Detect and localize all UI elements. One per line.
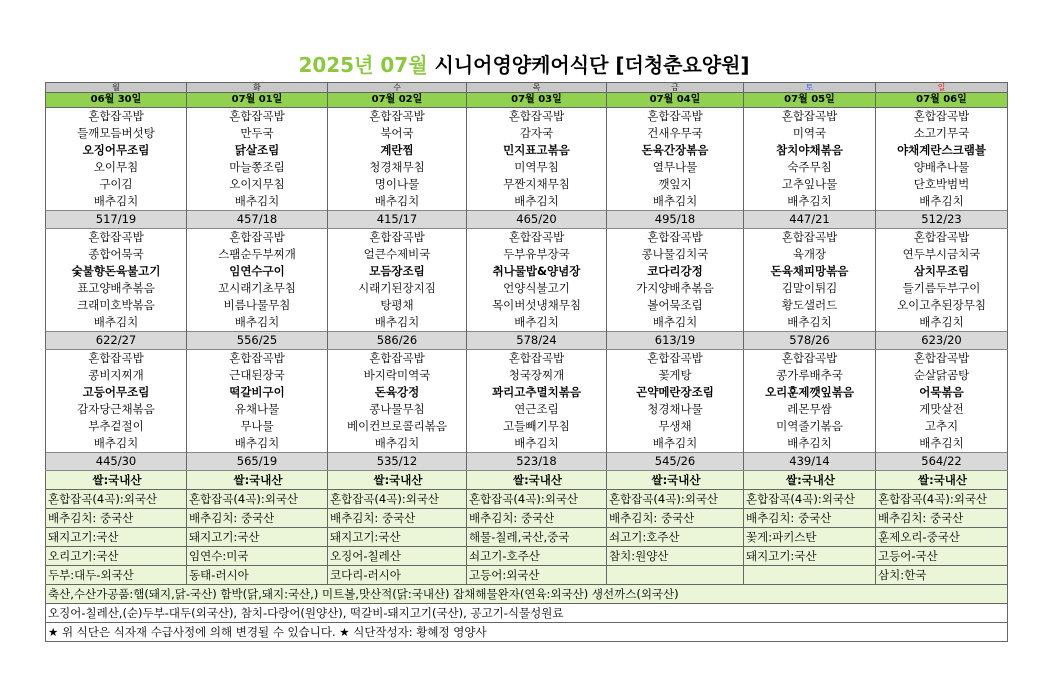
menu-item: 꼬시래기초무침	[187, 280, 328, 297]
menu-item: 돈육강정	[328, 384, 467, 401]
weekday-header: 화	[187, 83, 328, 93]
menu-item: 무나물	[187, 418, 328, 435]
origin-label: 코다리-러시아	[328, 566, 467, 585]
menu-item: 크래미호박볶음	[46, 297, 187, 314]
meal-row	[46, 263, 1008, 280]
menu-item: 깻잎지	[607, 176, 744, 193]
calorie-protein: 445/30	[46, 453, 187, 471]
origin-row	[46, 471, 1008, 490]
note-text: ★ 위 식단은 식자재 수급사정에 의해 변경될 수 있습니다. ★ 식단작성자: 황혜정 영양사	[46, 623, 1008, 642]
origin-label: 삼치:한국	[876, 566, 1008, 585]
menu-item: 만두국	[187, 125, 328, 142]
menu-item: 오이지무침	[187, 176, 328, 193]
menu-item: 들깨모듬버섯탕	[46, 125, 187, 142]
origin-label: 돼지고기:국산	[328, 528, 467, 547]
menu-item: 혼합잡곡밥	[46, 350, 187, 368]
origin-label: 쌀:국내산	[328, 471, 467, 490]
menu-item: 떡갈비구이	[187, 384, 328, 401]
menu-item: 야채계란스크램블	[876, 142, 1008, 159]
menu-item: 오이무침	[46, 159, 187, 176]
menu-item: 배추김치	[744, 314, 876, 332]
meal-row	[46, 367, 1008, 384]
menu-item: 돈육채피망볶음	[744, 263, 876, 280]
menu-item: 부추겉절이	[46, 418, 187, 435]
meal-row	[46, 125, 1008, 142]
menu-item: 혼합잡곡밥	[467, 350, 607, 368]
menu-item: 배추김치	[187, 193, 328, 211]
menu-item: 혼합잡곡밥	[744, 350, 876, 368]
calorie-protein: 495/18	[607, 211, 744, 229]
menu-item: 표고양배추볶음	[46, 280, 187, 297]
menu-item: 얼큰수제비국	[328, 246, 467, 263]
origin-row	[46, 528, 1008, 547]
menu-item: 고추지	[876, 418, 1008, 435]
menu-item: 배추김치	[46, 314, 187, 332]
menu-item: 열무나물	[607, 159, 744, 176]
menu-item: 목이버섯냉채무침	[467, 297, 607, 314]
menu-item: 유채나물	[187, 401, 328, 418]
menu-item: 배추김치	[744, 435, 876, 453]
menu-item: 혼합잡곡밥	[876, 229, 1008, 247]
menu-item: 오이고추된장무침	[876, 297, 1008, 314]
origin-row	[46, 509, 1008, 528]
menu-item: 감자국	[467, 125, 607, 142]
note-row	[46, 585, 1008, 604]
menu-item: 무짠지채무침	[467, 176, 607, 193]
note-text: 오징어-칠레산,(순)두부-대두(외국산), 참치-다랑어(원양산), 떡갈비-돼지고기(국산), 공고기-식물성원료	[46, 604, 1008, 623]
origin-row	[46, 547, 1008, 566]
calorie-protein: 457/18	[187, 211, 328, 229]
origin-label: 임연수:미국	[187, 547, 328, 566]
menu-item: 연두부시금치국	[876, 246, 1008, 263]
meal-row	[46, 435, 1008, 453]
origin-label: 고등어-국산	[876, 547, 1008, 566]
date-header: 07월 03일	[467, 93, 607, 108]
calorie-protein: 439/14	[744, 453, 876, 471]
calorie-row	[46, 332, 1008, 350]
menu-item: 배추김치	[46, 435, 187, 453]
origin-row	[46, 490, 1008, 509]
menu-item: 삼치무조림	[876, 263, 1008, 280]
menu-item: 두부유부장국	[467, 246, 607, 263]
menu-item: 곤약메란장조림	[607, 384, 744, 401]
meal-row	[46, 350, 1008, 368]
menu-item: 숙주무침	[744, 159, 876, 176]
meal-row	[46, 142, 1008, 159]
calorie-protein: 613/19	[607, 332, 744, 350]
calorie-row	[46, 211, 1008, 229]
meal-row	[46, 229, 1008, 247]
menu-item: 혼합잡곡밥	[328, 229, 467, 247]
menu-item: 연근조림	[467, 401, 607, 418]
menu-item: 게맛살전	[876, 401, 1008, 418]
menu-item: 혼합잡곡밥	[876, 108, 1008, 126]
date-header: 07월 02일	[328, 93, 467, 108]
origin-label: 혼합잡곡(4곡):외국산	[187, 490, 328, 509]
menu-item: 청국장찌개	[467, 367, 607, 384]
menu-item: 혼합잡곡밥	[607, 108, 744, 126]
menu-item: 청경채무침	[328, 159, 467, 176]
meal-row	[46, 246, 1008, 263]
origin-label	[744, 566, 876, 585]
menu-item: 배추김치	[607, 314, 744, 332]
origin-label: 혼합잡곡(4곡):외국산	[328, 490, 467, 509]
meal-row	[46, 193, 1008, 211]
weekday-header: 일	[876, 83, 1008, 93]
menu-title	[0, 50, 1048, 80]
origin-label: 돼지고기:국산	[187, 528, 328, 547]
origin-label: 혼합잡곡(4곡):외국산	[467, 490, 607, 509]
origin-label: 고등어:외국산	[467, 566, 607, 585]
date-header: 07월 04일	[607, 93, 744, 108]
menu-item: 황도샐러드	[744, 297, 876, 314]
origin-label: 두부:대두-외국산	[46, 566, 187, 585]
calorie-protein: 564/22	[876, 453, 1008, 471]
origin-label: 배추김치: 중국산	[467, 509, 607, 528]
origin-label: 쌀:국내산	[467, 471, 607, 490]
menu-item: 숯불향돈육불고기	[46, 263, 187, 280]
note-text: 축산,수산가공품:햄(돼지,닭-국산) 함박(닭,돼지:국산,) 미트볼,맛산적(닭:국내산) 잡채해물완자(연육:외국산) 생선까스(외국산)	[46, 585, 1008, 604]
menu-item: 배추김치	[467, 314, 607, 332]
menu-item: 미역줄기볶음	[744, 418, 876, 435]
origin-label: 배추김치: 중국산	[46, 509, 187, 528]
calorie-protein: 623/20	[876, 332, 1008, 350]
menu-item: 어묵볶음	[876, 384, 1008, 401]
menu-item: 돈육간장볶음	[607, 142, 744, 159]
origin-label: 참치:원양산	[607, 547, 744, 566]
menu-item: 미역무침	[467, 159, 607, 176]
meal-row	[46, 384, 1008, 401]
menu-item: 오리훈제깻잎볶음	[744, 384, 876, 401]
calorie-protein: 586/26	[328, 332, 467, 350]
menu-item: 볼어묵조림	[607, 297, 744, 314]
menu-item: 취나물밥&양념장	[467, 263, 607, 280]
date-header: 07월 06일	[876, 93, 1008, 108]
origin-label: 혼합잡곡(4곡):외국산	[46, 490, 187, 509]
menu-item: 고등어무조림	[46, 384, 187, 401]
origin-label: 꽃게:파키스탄	[744, 528, 876, 547]
menu-item: 배추김치	[744, 193, 876, 211]
origin-label: 오리고기:국산	[46, 547, 187, 566]
menu-item: 혼합잡곡밥	[467, 229, 607, 247]
menu-item: 콩나물무침	[328, 401, 467, 418]
calorie-protein: 565/19	[187, 453, 328, 471]
calorie-row	[46, 453, 1008, 471]
calorie-protein: 465/20	[467, 211, 607, 229]
meal-row	[46, 280, 1008, 297]
menu-item: 육개장	[744, 246, 876, 263]
menu-item: 혼합잡곡밥	[607, 350, 744, 368]
origin-label: 쌀:국내산	[187, 471, 328, 490]
origin-label: 혼합잡곡(4곡):외국산	[744, 490, 876, 509]
menu-item: 소고기무국	[876, 125, 1008, 142]
meal-row	[46, 418, 1008, 435]
date-header: 06월 30일	[46, 93, 187, 108]
menu-item: 오징어무조림	[46, 142, 187, 159]
menu-item: 배추김치	[876, 193, 1008, 211]
calorie-protein: 535/12	[328, 453, 467, 471]
origin-label: 돼지고기:국산	[744, 547, 876, 566]
date-row	[46, 93, 1008, 108]
calorie-protein: 556/25	[187, 332, 328, 350]
menu-item: 혼합잡곡밥	[187, 350, 328, 368]
menu-item: 참치야채볶음	[744, 142, 876, 159]
origin-label: 훈제오리-중국산	[876, 528, 1008, 547]
calorie-protein: 415/17	[328, 211, 467, 229]
menu-item: 레몬무쌈	[744, 401, 876, 418]
origin-label: 혼합잡곡(4곡):외국산	[607, 490, 744, 509]
menu-item: 민지표고볶음	[467, 142, 607, 159]
calorie-protein: 512/23	[876, 211, 1008, 229]
weekday-header: 목	[467, 83, 607, 93]
origin-label: 배추김치: 중국산	[744, 509, 876, 528]
note-row	[46, 623, 1008, 642]
menu-item: 혼합잡곡밥	[467, 108, 607, 126]
menu-item: 배추김치	[46, 193, 187, 211]
meal-row	[46, 108, 1008, 126]
menu-item: 청경채나물	[607, 401, 744, 418]
menu-item: 임연수구이	[187, 263, 328, 280]
menu-item: 혼합잡곡밥	[744, 108, 876, 126]
menu-item: 혼합잡곡밥	[744, 229, 876, 247]
menu-item: 배추김치	[328, 435, 467, 453]
menu-item: 배추김치	[467, 193, 607, 211]
origin-label: 오징어-칠레산	[328, 547, 467, 566]
menu-item: 콩비지찌개	[46, 367, 187, 384]
menu-item: 모듬장조림	[328, 263, 467, 280]
menu-item: 배추김치	[467, 435, 607, 453]
origin-label: 쇠고기-호주산	[467, 547, 607, 566]
menu-item: 북어국	[328, 125, 467, 142]
menu-item: 혼합잡곡밥	[328, 350, 467, 368]
note-row	[46, 604, 1008, 623]
menu-item: 건새우무국	[607, 125, 744, 142]
menu-item: 배추김치	[187, 314, 328, 332]
origin-label: 배추김치: 중국산	[876, 509, 1008, 528]
origin-label: 배추김치: 중국산	[187, 509, 328, 528]
menu-item: 혼합잡곡밥	[46, 108, 187, 126]
origin-label: 배추김치: 중국산	[607, 509, 744, 528]
title-text: 시니어영양케어식단 [더청춘요양원]	[434, 53, 750, 77]
calorie-protein: 622/27	[46, 332, 187, 350]
menu-item: 고추잎나물	[744, 176, 876, 193]
menu-item: 가지양배추볶음	[607, 280, 744, 297]
origin-row	[46, 566, 1008, 585]
menu-item: 배추김치	[876, 435, 1008, 453]
menu-item: 종합어묵국	[46, 246, 187, 263]
origin-label: 동태-러시아	[187, 566, 328, 585]
origin-label: 쇠고기:호주산	[607, 528, 744, 547]
menu-item: 꽃게탕	[607, 367, 744, 384]
menu-item: 혼합잡곡밥	[328, 108, 467, 126]
calorie-protein: 523/18	[467, 453, 607, 471]
menu-item: 순살닭곰탕	[876, 367, 1008, 384]
weekday-row	[46, 83, 1008, 93]
menu-item: 마늘쫑조림	[187, 159, 328, 176]
menu-item: 베이컨브로콜리볶음	[328, 418, 467, 435]
menu-item: 고들빼기무침	[467, 418, 607, 435]
origin-label: 돼지고기:국산	[46, 528, 187, 547]
menu-item: 배추김치	[876, 314, 1008, 332]
weekday-header: 토	[744, 83, 876, 93]
menu-item: 근대된장국	[187, 367, 328, 384]
origin-label: 혼합잡곡(4곡):외국산	[876, 490, 1008, 509]
menu-item: 무생채	[607, 418, 744, 435]
menu-item: 배추김치	[187, 435, 328, 453]
calorie-protein: 578/24	[467, 332, 607, 350]
menu-item: 코다리강정	[607, 263, 744, 280]
menu-item: 혼합잡곡밥	[187, 108, 328, 126]
menu-item: 구이김	[46, 176, 187, 193]
menu-item: 감자당근채볶음	[46, 401, 187, 418]
origin-label: 쌀:국내산	[607, 471, 744, 490]
origin-label: 배추김치: 중국산	[328, 509, 467, 528]
date-header: 07월 01일	[187, 93, 328, 108]
calorie-protein: 578/26	[744, 332, 876, 350]
menu-item: 배추김치	[328, 314, 467, 332]
title-month: 2025년 07월	[298, 53, 428, 77]
menu-item: 배추김치	[607, 435, 744, 453]
meal-row	[46, 176, 1008, 193]
weekday-header: 금	[607, 83, 744, 93]
menu-item: 미역국	[744, 125, 876, 142]
menu-item: 배추김치	[328, 193, 467, 211]
menu-item: 단호박범벅	[876, 176, 1008, 193]
menu-item: 비름나물무침	[187, 297, 328, 314]
meal-row	[46, 314, 1008, 332]
menu-item: 콩가루배추국	[744, 367, 876, 384]
menu-item: 꽈리고추멸치볶음	[467, 384, 607, 401]
origin-label: 쌀:국내산	[876, 471, 1008, 490]
menu-item: 닭살조림	[187, 142, 328, 159]
calorie-protein: 517/19	[46, 211, 187, 229]
meal-row	[46, 401, 1008, 418]
origin-label: 쌀:국내산	[744, 471, 876, 490]
menu-item: 김말이튀김	[744, 280, 876, 297]
menu-item: 콩나물김치국	[607, 246, 744, 263]
origin-label	[607, 566, 744, 585]
menu-item: 혼합잡곡밥	[876, 350, 1008, 368]
calorie-protein: 545/26	[607, 453, 744, 471]
menu-item: 혼합잡곡밥	[46, 229, 187, 247]
menu-item: 양배추나물	[876, 159, 1008, 176]
menu-item: 바지락미역국	[328, 367, 467, 384]
menu-item: 배추김치	[607, 193, 744, 211]
meal-row	[46, 297, 1008, 314]
meal-row	[46, 159, 1008, 176]
date-header: 07월 05일	[744, 93, 876, 108]
calorie-protein: 447/21	[744, 211, 876, 229]
menu-item: 스팸순두부찌개	[187, 246, 328, 263]
menu-item: 명이나물	[328, 176, 467, 193]
menu-item: 혼합잡곡밥	[607, 229, 744, 247]
menu-item: 탕평채	[328, 297, 467, 314]
menu-item: 시래기된장지짐	[328, 280, 467, 297]
menu-item: 계란찜	[328, 142, 467, 159]
menu-item: 언양식불고기	[467, 280, 607, 297]
origin-label: 쌀:국내산	[46, 471, 187, 490]
origin-label: 해물-칠레,국산,중국	[467, 528, 607, 547]
menu-item: 들기름두부구이	[876, 280, 1008, 297]
weekday-header: 월	[46, 83, 187, 93]
weekday-header: 수	[328, 83, 467, 93]
weekly-menu-table	[45, 82, 1008, 642]
menu-item: 혼합잡곡밥	[187, 229, 328, 247]
